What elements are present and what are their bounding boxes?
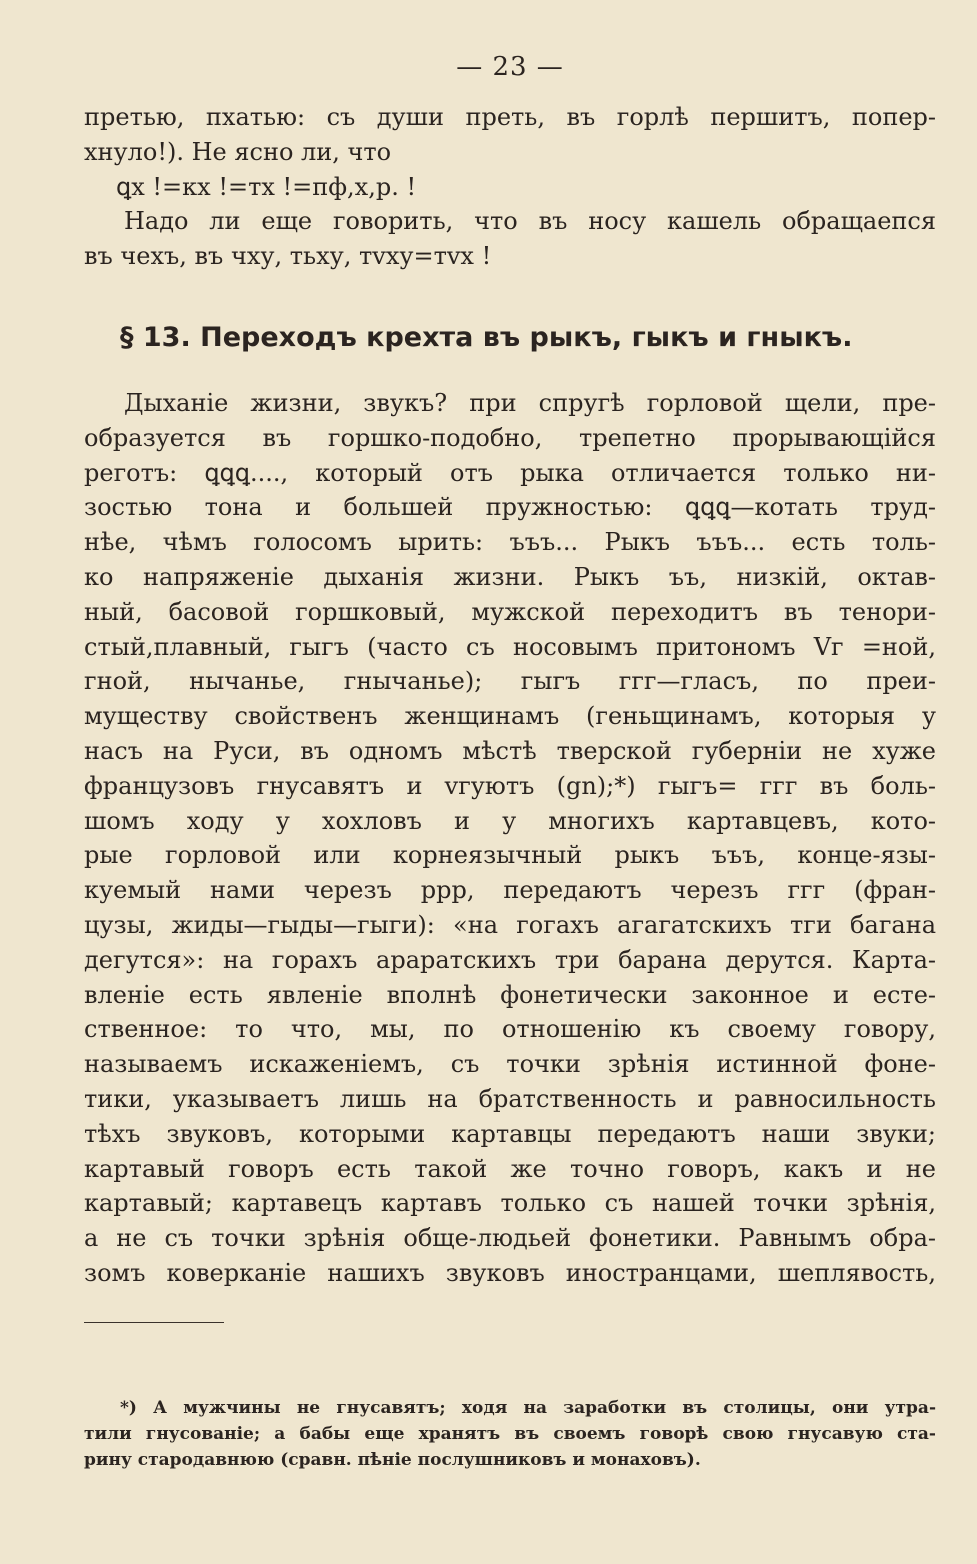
text-line: стый,плавный, гыгъ (часто съ носовымъ притономъ Vг =ной, — [84, 632, 936, 661]
footnote-line: тили гнусованіе; а бабы еще хранятъ въ своемъ говорѣ свою гнусавую ста- — [84, 1424, 936, 1444]
text-line: зостью тона и большей пружностью: ꝗꝗꝗ—котать труд- — [84, 493, 936, 522]
text-line: претью, пхатью: съ души преть, въ горлѣ першитъ, попер- — [84, 103, 936, 131]
text-line: образуется въ горшко-подобно, трепетно прорывающійся — [84, 423, 936, 452]
text-line: рые горловой или корнеязычный рыкъ ъъъ, конце-язы- — [84, 841, 936, 870]
text-line: цузы, жиды—гыды—гыги): «на гогахъ агагатскихъ тги багана — [84, 910, 936, 939]
text-line: ный, басовой горшковый, мужской переходитъ въ тенори- — [84, 597, 936, 626]
text-line: гной, нычанье, гнычанье); гыгъ ггг—гласъ, по преи- — [84, 667, 936, 696]
text-line: ственное: то что, мы, по отношенію къ своему говору, — [84, 1015, 936, 1044]
text-line: французовъ гнусавятъ и vгуютъ (gn);*) гыгъ= ггг въ боль- — [84, 771, 936, 800]
text-line: Надо ли еще говорить, что въ носу кашель обращаепся — [124, 207, 936, 236]
page-number: — 23 — — [456, 52, 564, 82]
formula-line: ꝗх !=кх !=тх !=пф,х,р. ! — [116, 172, 417, 201]
footnote-line: рину стародавнюю (сравн. пѣніе послушниковъ и монаховъ). — [84, 1450, 701, 1470]
text-line: въ чехъ, въ чху, тьху, тvху=тvх ! — [84, 242, 492, 271]
text-line: шомъ ходу у хохловъ и у многихъ картавцевъ, кото- — [84, 806, 936, 835]
text-line: куемый нами черезъ ррр, передаютъ черезъ ггг (фран- — [84, 876, 936, 905]
footnote-divider — [84, 1322, 224, 1323]
text-line: вленіе есть явленіе вполнѣ фонетически законное и есте- — [84, 980, 936, 1009]
text-line: насъ на Руси, въ одномъ мѣстѣ тверской губерніи не хуже — [84, 736, 936, 765]
text-line: Дыханіе жизни, звукъ? при спругѣ горловой щели, пре- — [124, 389, 936, 417]
body-paragraph — [84, 386, 936, 1291]
text-line: а не съ точки зрѣнія обще-людьей фонетики. Равнымъ обра- — [84, 1224, 936, 1253]
text-line: реготъ: ꝗꝗꝗ...., который отъ рыка отличается только ни- — [84, 458, 936, 487]
book-page — [84, 48, 936, 1548]
top-paragraph — [84, 100, 936, 274]
text-line: картавый говоръ есть такой же точно говоръ, какъ и не — [84, 1154, 936, 1183]
section-heading: § 13. Переходъ крехта въ рыкъ, гыкъ и гныкъ. — [120, 322, 853, 353]
text-line: ко напряженіе дыханія жизни. Рыкъ ъъ, низкій, октав- — [84, 562, 936, 591]
text-line: нѣе, чѣмъ голосомъ ырить: ъъъ... Рыкъ ъъъ... есть толь- — [84, 528, 936, 557]
text-line: муществу свойственъ женщинамъ (геньщинамъ, которыя у — [84, 702, 936, 731]
text-line: дегутся»: на горахъ араратскихъ три барана дерутся. Карта- — [84, 945, 936, 974]
text-line: зомъ коверканіе нашихъ звуковъ иностранцами, шеплявость, — [84, 1258, 936, 1287]
text-line: хнуло!). Не ясно ли, что — [84, 137, 392, 166]
footnote-line: *) А мужчины не гнусавятъ; ходя на заработки въ столицы, они утра- — [120, 1398, 936, 1418]
text-line: тѣхъ звуковъ, которыми картавцы передаютъ наши звуки; — [84, 1119, 936, 1148]
text-line: называемъ искаженіемъ, съ точки зрѣнія истинной фоне- — [84, 1050, 936, 1079]
text-line: тики, указываетъ лишь на братственность и равносильность — [84, 1084, 936, 1113]
text-line: картавый; картавецъ картавъ только съ нашей точки зрѣнія, — [84, 1189, 936, 1218]
